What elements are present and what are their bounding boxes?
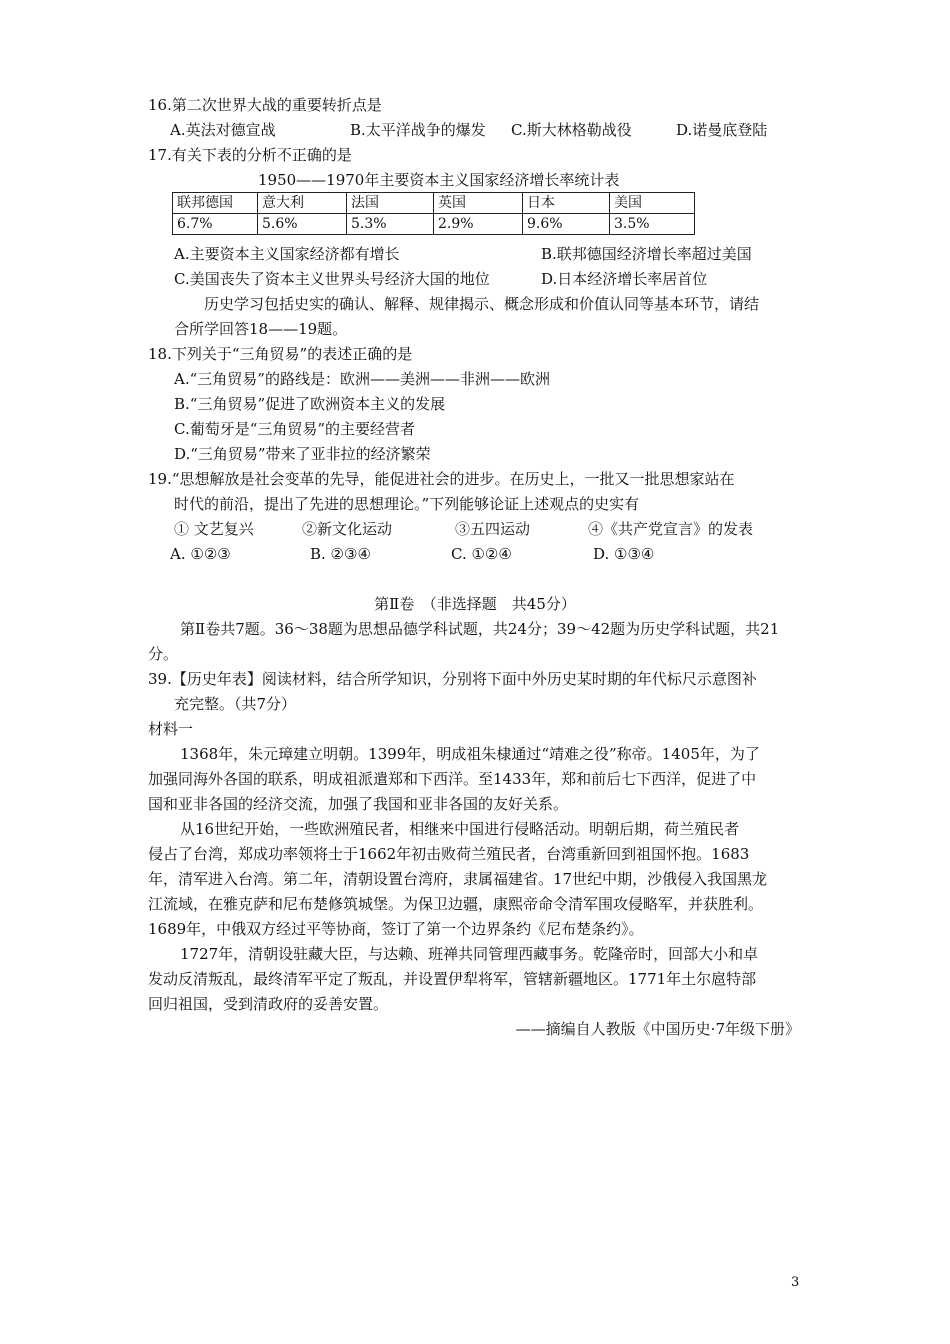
material-paragraph-2-line: 江流域，在雅克萨和尼布楚修筑城堡。为保卫边疆，康熙帝命令清军围攻侵略军，并获胜利。 xyxy=(148,895,764,913)
q17-option-a: A.主要资本主义国家经济都有增长 xyxy=(174,245,400,263)
table-cell: 5.6% xyxy=(258,214,347,235)
material-paragraph-2-line: 侵占了台湾，郑成功率领将士于1662年初击败荷兰殖民者，台湾重新回到祖国怀抱。1683 xyxy=(148,845,750,863)
q39-stem-line-2: 充完整。（共7分） xyxy=(174,695,297,713)
q19-option-b: B. ②③④ xyxy=(310,545,371,563)
table-cell: 英国 xyxy=(434,193,523,214)
q19-option-d: D. ①③④ xyxy=(593,545,655,563)
q18-option-a: A.“三角贸易”的路线是：欧洲——美洲——非洲——欧洲 xyxy=(174,370,550,388)
page-number: 3 xyxy=(791,1275,800,1290)
part2-title: 第Ⅱ卷 （非选择题 共45分） xyxy=(374,595,576,613)
q17-option-c: C.美国丧失了资本主义世界头号经济大国的地位 xyxy=(174,270,490,288)
q17-stem: 17.有关下表的分析不正确的是 xyxy=(148,146,352,164)
material-paragraph-3-line: 回归祖国，受到清政府的妥善安置。 xyxy=(148,995,389,1013)
table-cell: 美国 xyxy=(610,193,695,214)
material-paragraph-1-line: 1368年，朱元璋建立明朝。1399年，明成祖朱棣通过“靖难之役”称帝。1405年，为了 xyxy=(180,745,760,763)
q17-table-title: 1950——1970年主要资本主义国家经济增长率统计表 xyxy=(258,171,620,189)
q19-option-c: C. ①②④ xyxy=(451,545,512,563)
q16-option-c: C.斯大林格勒战役 xyxy=(511,121,632,139)
part2-description-line-2: 分。 xyxy=(148,645,179,663)
material-paragraph-3-line: 1727年，清朝设驻藏大臣，与达赖、班禅共同管理西藏事务。乾隆帝时，回部大小和卓 xyxy=(180,945,759,963)
q19-option-a: A. ①②③ xyxy=(170,545,231,563)
material-source: ——摘编自人教版《中国历史·7年级下册》 xyxy=(515,1020,800,1038)
q16-option-d: D.诺曼底登陆 xyxy=(676,121,768,139)
table-cell: 5.3% xyxy=(347,214,434,235)
q16-option-b: B.太平洋战争的爆发 xyxy=(350,121,486,139)
q19-stem-line-2: 时代的前沿，提出了先进的思想理论。”下列能够论证上述观点的史实有 xyxy=(174,495,640,513)
table-cell: 法国 xyxy=(347,193,434,214)
q17-option-b: B.联邦德国经济增长率超过美国 xyxy=(541,245,752,263)
intro-line-1: 历史学习包括史实的确认、解释、规律揭示、概念形成和价值认同等基本环节，请结 xyxy=(204,295,760,313)
q17-option-d: D.日本经济增长率居首位 xyxy=(541,270,708,288)
q18-stem: 18.下列关于“三角贸易”的表述正确的是 xyxy=(148,345,413,363)
q19-stem-line-1: 19.“思想解放是社会变革的先导，能促进社会的进步。在历史上，一批又一批思想家站在 xyxy=(148,470,735,488)
q19-item-4: ④《共产党宣言》的发表 xyxy=(588,520,754,538)
table-cell: 联邦德国 xyxy=(173,193,258,214)
material-paragraph-1-line: 加强同海外各国的联系，明成祖派遣郑和下西洋。至1433年，郑和前后七下西洋，促进了中 xyxy=(148,770,757,788)
material-paragraph-2-line: 1689年，中俄双方经过平等协商，签订了第一个边界条约《尼布楚条约》。 xyxy=(148,920,644,938)
q19-item-2: ②新文化运动 xyxy=(302,520,393,538)
table-cell: 日本 xyxy=(523,193,610,214)
part2-description-line-1: 第Ⅱ卷共7题。36～38题为思想品德学科试题，共24分；39～42题为历史学科试题，共21 xyxy=(180,620,780,638)
table-cell: 2.9% xyxy=(434,214,523,235)
table-header-row xyxy=(173,193,695,214)
material-paragraph-2-line: 年，清军进入台湾。第二年，清朝设置台湾府，隶属福建省。17世纪中期，沙俄侵入我国黑龙 xyxy=(148,870,768,888)
table-cell: 6.7% xyxy=(173,214,258,235)
material-paragraph-1-line: 国和亚非各国的经济交流，加强了我国和亚非各国的友好关系。 xyxy=(148,795,569,813)
table-cell: 意大利 xyxy=(258,193,347,214)
q18-option-c: C.葡萄牙是“三角贸易”的主要经营者 xyxy=(174,420,416,438)
q19-item-1: ① 文艺复兴 xyxy=(174,520,254,538)
growth-rate-table xyxy=(172,192,695,235)
q18-option-d: D.“三角贸易”带来了亚非拉的经济繁荣 xyxy=(174,445,431,463)
q18-option-b: B.“三角贸易”促进了欧洲资本主义的发展 xyxy=(174,395,446,413)
q19-item-3: ③五四运动 xyxy=(455,520,531,538)
material-paragraph-2-line: 从16世纪开始，一些欧洲殖民者，相继来中国进行侵略活动。明朝后期，荷兰殖民者 xyxy=(180,820,740,838)
table-row xyxy=(173,214,695,235)
material-paragraph-3-line: 发动反清叛乱，最终清军平定了叛乱，并设置伊犁将军，管辖新疆地区。1771年土尔扈特部 xyxy=(148,970,757,988)
intro-line-2: 合所学回答18——19题。 xyxy=(174,320,348,338)
material-label: 材料一 xyxy=(148,720,194,738)
q16-stem: 16.第二次世界大战的重要转折点是 xyxy=(148,96,382,114)
q16-option-a: A.英法对德宣战 xyxy=(170,121,276,139)
table-cell: 3.5% xyxy=(610,214,695,235)
q39-stem-line-1: 39.【历史年表】阅读材料，结合所学知识，分别将下面中外历史某时期的年代标尺示意图补 xyxy=(148,670,757,688)
table-cell: 9.6% xyxy=(523,214,610,235)
